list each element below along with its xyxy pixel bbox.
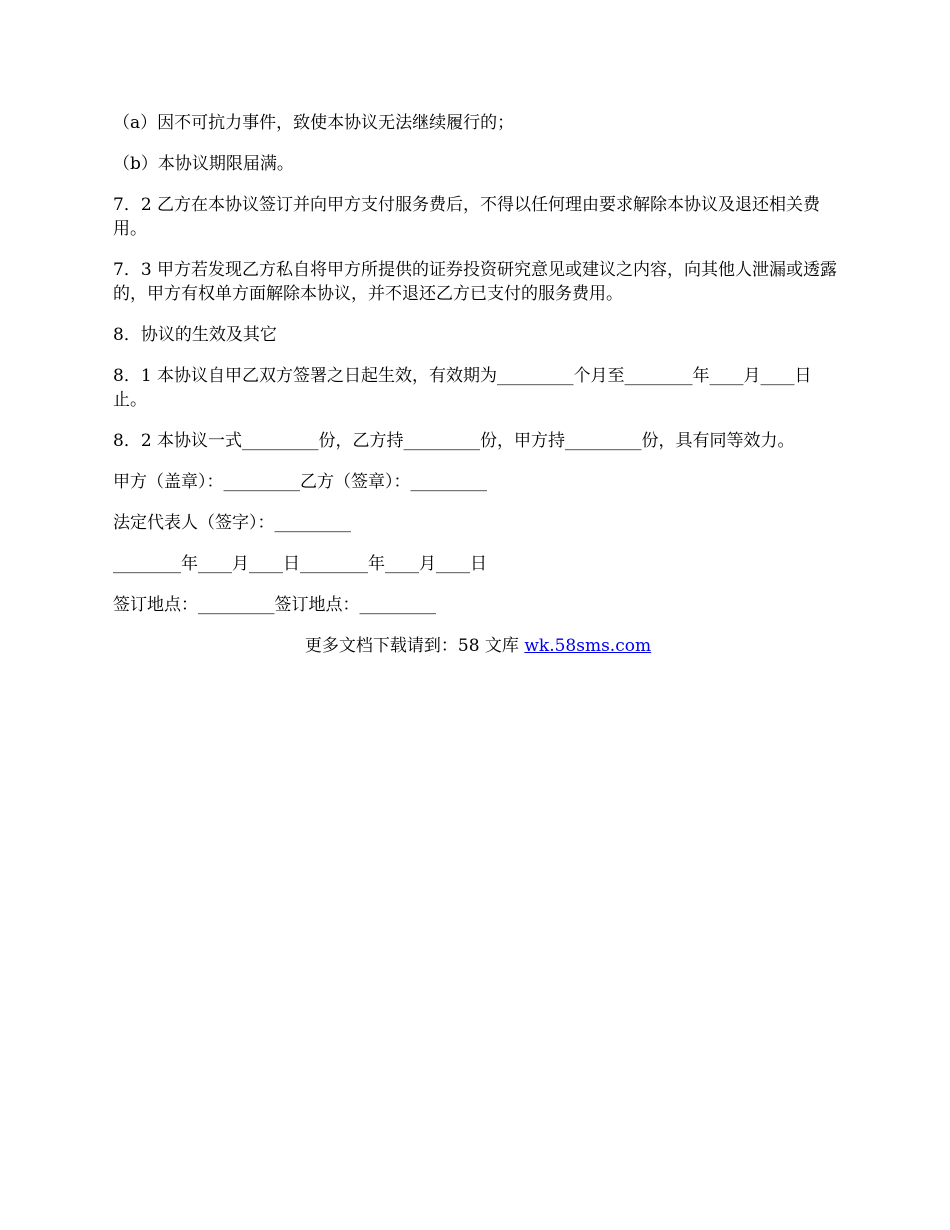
section-8-heading: 8．协议的生效及其它 [113, 325, 277, 345]
legal-representative-line: 法定代表人（签字）：_________ [113, 513, 351, 533]
footer-download-note [113, 634, 843, 658]
clause-7-3: 7．3 甲方若发现乙方私自将甲方所提供的证券投资研究意见或建议之内容，向其他人泄漏或透露的，甲方有权单方面解除本协议，并不退还乙方已支付的服务费用。 [113, 260, 838, 304]
clause-a-force-majeure: （a）因不可抗力事件，致使本协议无法继续履行的； [113, 113, 515, 133]
signing-date-line: ________年____月____日________年____月____日 [113, 554, 487, 574]
clause-8-1: 8．1 本协议自甲乙双方签署之日起生效，有效期为_________个月至________年____月____日止。 [113, 366, 812, 410]
clause-b-term-expiry: （b）本协议期限届满。 [113, 154, 294, 174]
footer-link[interactable]: wk.58sms.com [524, 636, 652, 656]
clause-8-2: 8．2 本协议一式_________份，乙方持_________份，甲方持_________份，具有同等效力。 [113, 431, 795, 451]
clause-7-2: 7．2 乙方在本协议签订并向甲方支付服务费后，不得以任何理由要求解除本协议及退还相关费用。 [113, 195, 821, 239]
signing-location-line: 签订地点：_________签订地点：_________ [113, 595, 436, 615]
footer-text: 更多文档下载请到：58 文库 [304, 636, 525, 656]
signature-parties-line: 甲方（盖章）：_________乙方（签章）：_________ [113, 472, 487, 492]
document-page [113, 111, 843, 658]
